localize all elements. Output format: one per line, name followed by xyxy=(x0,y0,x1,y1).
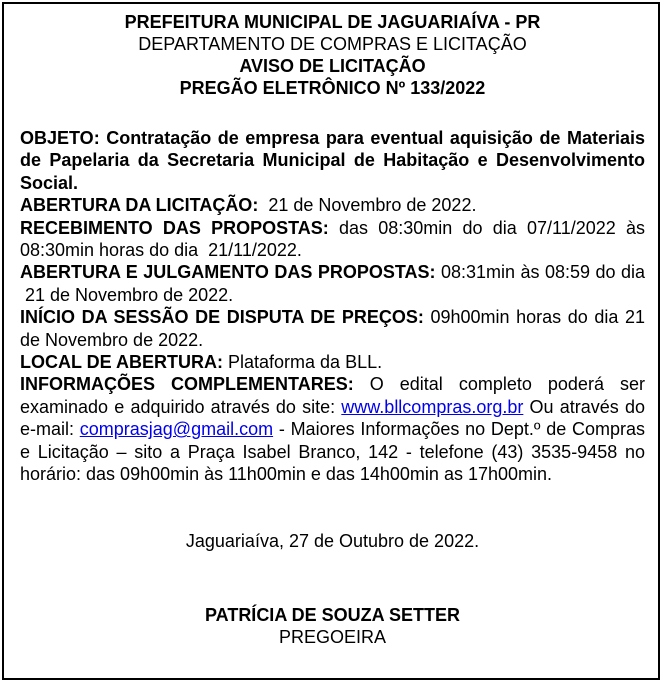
text-segment: 21 de Novembro de 2022. xyxy=(258,195,477,216)
text-segment: 08:31min às 08:59 do dia 21 de Novembro de 2022. xyxy=(20,262,645,305)
email-link[interactable]: comprasjag@gmail.com xyxy=(79,419,274,440)
text-segment: RECEBIMENTO DAS PROPOSTAS: xyxy=(20,217,329,238)
paragraph-abertura-da-licitacao xyxy=(20,194,645,216)
text-segment: Plataforma da BLL. xyxy=(223,352,383,373)
text-segment: OBJETO: Contratação de empresa para eventual aquisição de Materiais de Papelaria da Secretaria Municipal de Habitação e Desenvolvimento Social. xyxy=(20,128,645,193)
site-link[interactable]: www.bllcompras.org.br xyxy=(341,396,524,417)
paragraph-abertura-e-julgamento xyxy=(20,261,645,306)
text-segment: LOCAL DE ABERTURA: xyxy=(20,352,223,373)
paragraph-local-de-abertura xyxy=(20,351,645,373)
document-header xyxy=(20,11,645,99)
document-border-frame xyxy=(2,2,660,680)
signature-block xyxy=(20,604,645,648)
notice-body xyxy=(20,127,645,486)
text-segment: INFORMAÇÕES COMPLEMENTARES: xyxy=(20,374,354,395)
text-segment: - Maiores Informações no Dept.º de Compras e Licitação – sito a Praça Isabel Branco, 142 - telefone (43) 3535-9458 no horário: das 09h00min às 11h00min e das 14h00min as 17h00min. xyxy=(20,419,645,485)
paragraph-inicio-da-sessao xyxy=(20,306,645,351)
text-segment: INÍCIO DA SESSÃO DE DISPUTA DE PREÇOS: xyxy=(20,307,424,328)
signature-role: PREGOEIRA xyxy=(278,626,387,647)
text-segment: das 08:30min do dia 07/11/2022 às 08:30min horas do dia 21/11/2022. xyxy=(20,217,645,261)
paragraph-recebimento-das-propostas xyxy=(20,217,645,262)
text-segment: Ou através do e-mail: xyxy=(20,396,645,440)
date-line: Jaguariaíva, 27 de Outubro de 2022. xyxy=(185,530,480,551)
header-municipality-title: PREFEITURA MUNICIPAL DE JAGUARIAÍVA - PR xyxy=(124,12,541,32)
text-segment: ABERTURA DA LICITAÇÃO: xyxy=(20,195,259,216)
header-auction-number: PREGÃO ELETRÔNICO Nº 133/2022 xyxy=(179,78,486,98)
text-segment: ABERTURA E JULGAMENTO DAS PROPOSTAS: xyxy=(20,262,436,283)
paragraph-objeto xyxy=(20,127,645,194)
text-segment: 09h00min horas do dia 21 de Novembro de 2022. xyxy=(20,307,645,350)
header-department: DEPARTAMENTO DE COMPRAS E LICITAÇÃO xyxy=(138,34,527,54)
paragraph-informacoes-complementares xyxy=(20,373,645,485)
signature-name: PATRÍCIA DE SOUZA SETTER xyxy=(204,604,460,625)
text-segment: O edital completo poderá ser examinado e adquirido através do site: xyxy=(20,374,645,417)
header-notice-type: AVISO DE LICITAÇÃO xyxy=(239,56,426,76)
